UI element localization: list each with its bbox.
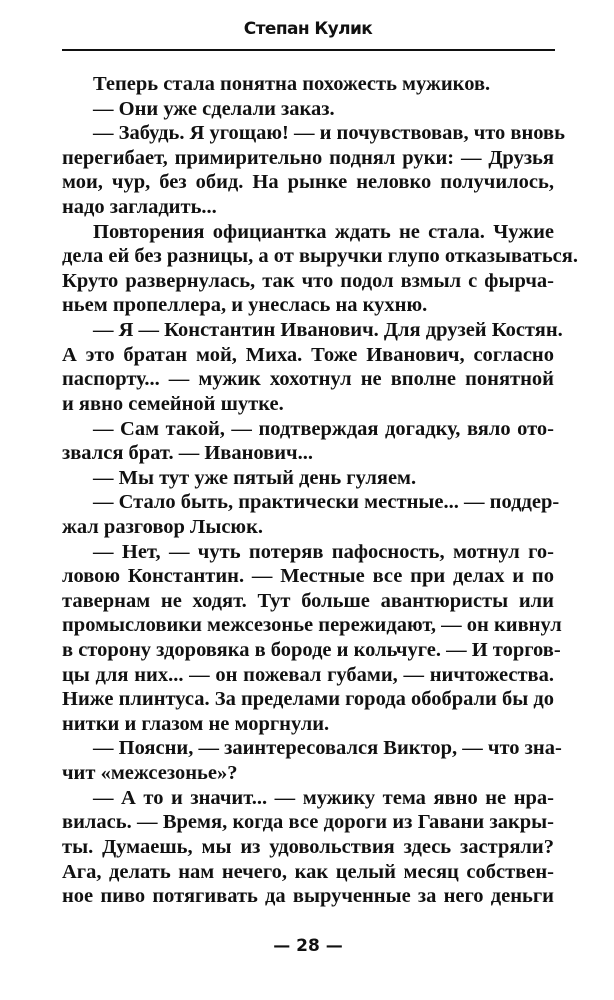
text-line: вилась. — Время, когда все дороги из Гавани закры- bbox=[62, 811, 554, 834]
text-line: — Они уже сделали заказ. bbox=[93, 97, 335, 120]
text-line: паспорту... — мужик хохотнул не вполне понятной bbox=[62, 368, 554, 391]
text-line: Повторения официантка ждать не стала. Чужие bbox=[93, 220, 554, 243]
text-line: — Стало быть, практически местные... — поддер- bbox=[93, 491, 560, 514]
text-line: чит «межсезонье»? bbox=[62, 762, 238, 785]
text-line: перегибает, примирительно поднял руки: — Друзья bbox=[62, 146, 554, 169]
running-header-author: Степан Кулик bbox=[243, 19, 373, 39]
text-line: ньем пропеллера, и унеслась на кухню. bbox=[62, 294, 428, 317]
text-line: промысловики межсезонье пережидают, — он кивнул bbox=[62, 614, 562, 637]
text-line: Теперь стала понятна похожесть мужиков. bbox=[93, 73, 491, 95]
text-line: надо загладить... bbox=[62, 196, 217, 219]
text-line: — Сам такой, — подтверждая догадку, вяло ото- bbox=[93, 417, 554, 440]
text-line: ты. Думаешь, мы из удовольствия здесь застряли? bbox=[62, 835, 554, 858]
text-line: цы для них... — он пожевал губами, — ничтожества. bbox=[62, 663, 554, 686]
text-line: А это братан мой, Миха. Тоже Иванович, согласно bbox=[62, 343, 554, 366]
text-line: звался брат. — Иванович... bbox=[62, 442, 313, 465]
text-line: — Я — Константин Иванович. Для друзей Костян. bbox=[93, 319, 563, 342]
text-line: в сторону здоровяка в бороде и кольчуге. — И торгов- bbox=[62, 639, 561, 662]
text-line: Ниже плинтуса. За пределами города обобрали бы до bbox=[62, 688, 554, 711]
text-line: и явно семейной шутке. bbox=[62, 392, 284, 415]
text-line: тавернам не ходят. Тут больше авантюристы или bbox=[62, 589, 554, 612]
text-line: — Забудь. Я угощаю! — и почувствовав, что вновь bbox=[93, 122, 565, 145]
text-line: жал разговор Лысюк. bbox=[62, 515, 264, 538]
text-line: нитки и глазом не моргнули. bbox=[62, 712, 330, 735]
header-rule-divider bbox=[62, 49, 555, 51]
page-number: — 28 — bbox=[273, 936, 343, 956]
text-line: — Мы тут уже пятый день гуляем. bbox=[93, 466, 417, 489]
page-body-text bbox=[62, 72, 578, 909]
text-line: мои, чур, без обид. На рынке неловко получилось, bbox=[62, 171, 554, 194]
text-line: — А то и значит... — мужику тема явно не нра- bbox=[93, 786, 554, 809]
text-line: — Поясни, — заинтересовался Виктор, — что зна- bbox=[93, 737, 562, 760]
text-line: ное пиво потягивать да вырученные за него деньги bbox=[62, 885, 554, 908]
text-line: ловою Константин. — Местные все при делах и по bbox=[62, 565, 554, 588]
text-line: Ага, делать нам нечего, как целый месяц собствен- bbox=[62, 860, 554, 883]
text-line: — Нет, — чуть потеряв пафосность, мотнул го- bbox=[93, 540, 554, 563]
text-line: Круто развернулась, так что подол взмыл с фырча- bbox=[62, 269, 554, 292]
text-line: дела ей без разницы, а от выручки глупо отказываться. bbox=[62, 245, 578, 268]
